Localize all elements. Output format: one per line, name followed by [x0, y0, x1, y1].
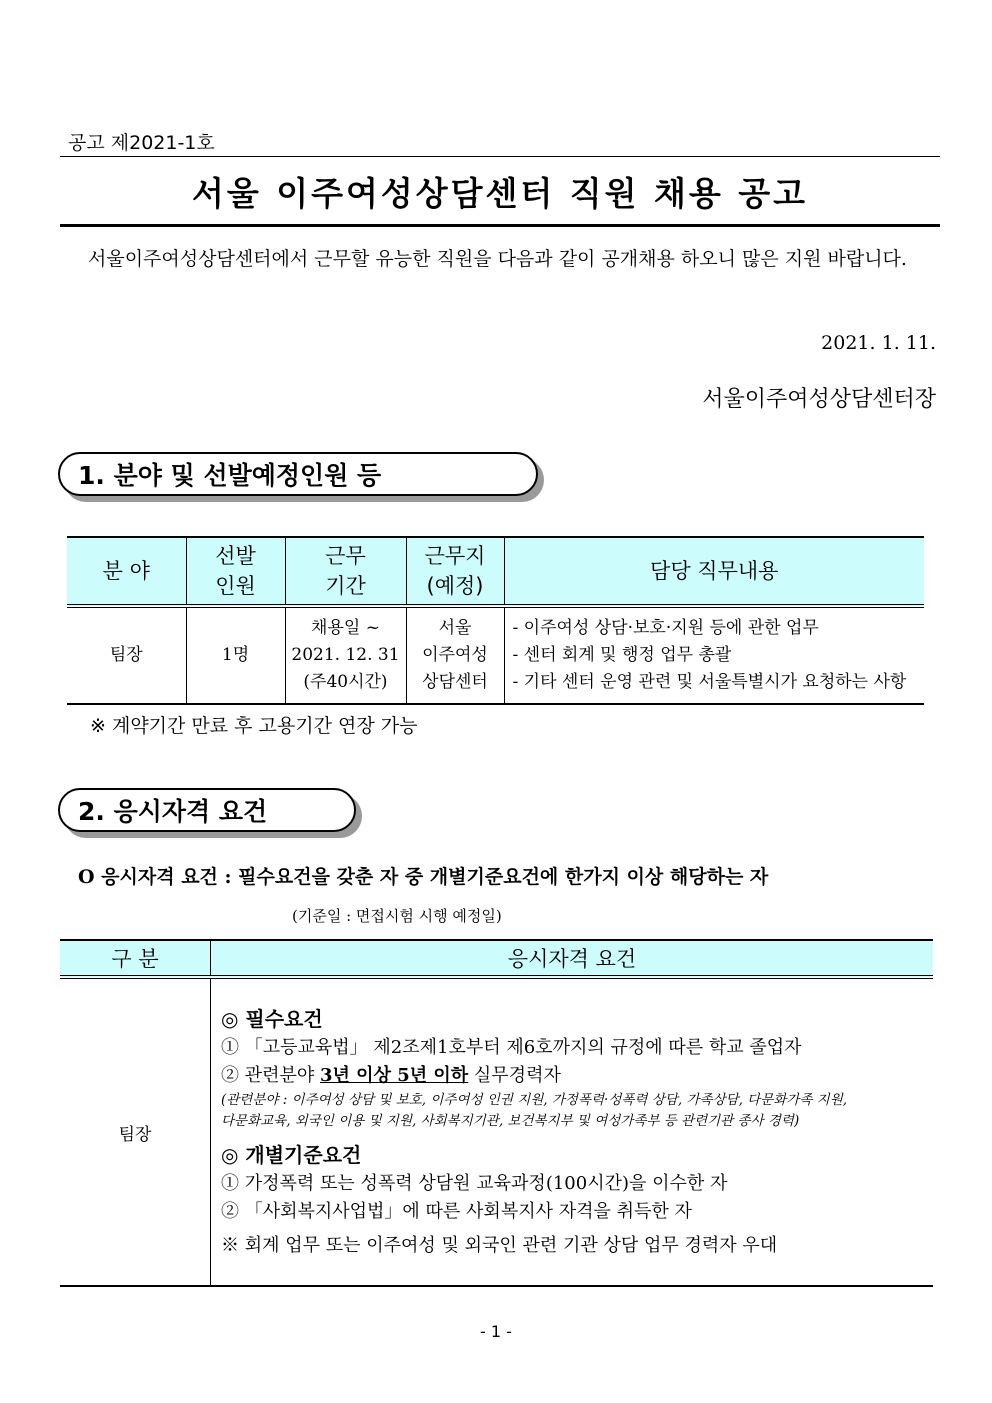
header-field: 분 야	[67, 537, 186, 606]
notice-number: 공고 제2021-1호	[68, 132, 215, 154]
related-fields-note: (관련분야 : 이주여성 상담 및 보호, 이주여성 인권 지원, 가정폭력·성폭력 상담, 가족상담, 다문화가족 지원, 다문화교육, 외국인 이용 및 지원, 사회복지기관, 보건복지부 및 여성가족부 등 관련기관 종사 경력)	[221, 1092, 848, 1129]
cell-count: 1명	[186, 606, 285, 704]
header-requirements: 응시자격 요건	[211, 940, 934, 977]
organization-head: 서울이주여성상담센터장	[702, 387, 936, 412]
table-row	[67, 606, 924, 704]
qualification-table	[60, 939, 933, 1287]
cell-duty: - 이주여성 상담·보호·지원 등에 관한 업무 - 센터 회계 및 행정 업무 총괄 - 기타 센터 운영 관련 및 서울특별시가 요청하는 사항	[504, 606, 924, 704]
top-rule	[60, 156, 940, 157]
page-title: 서울 이주여성상담센터 직원 채용 공고	[191, 174, 808, 213]
individual-item-1: ① 가정폭력 또는 성폭력 상담원 교육과정(100시간)을 이수한 자	[221, 1173, 728, 1194]
title-rule	[60, 224, 940, 227]
header-duty: 담당 직무내용	[504, 537, 924, 606]
required-item-1: ① 「고등교육법」 제2조제1호부터 제6호까지의 규정에 따른 학교 졸업자	[221, 1037, 802, 1058]
required-item-2: ② 관련분야 3년 이상 5년 이하 실무경력자	[221, 1065, 561, 1086]
intro-paragraph	[60, 240, 940, 278]
intro-text: 서울이주여성상담센터에서 근무할 유능한 직원을 다음과 같이 공개채용 하오니 많은 지원 바랍니다.	[88, 248, 907, 270]
positions-table	[67, 536, 924, 705]
qualification-summary: O 응시자격 요건 : 필수요건을 갖춘 자 중 개별기준요건에 한가지 이상 해당하는 자	[78, 866, 769, 888]
individual-heading: ◎ 개별기준요건	[221, 1143, 362, 1167]
cell-category: 팀장	[60, 977, 211, 1286]
section-heading-1: 1. 분야 및 선발예정인원 등	[58, 452, 538, 496]
qualification-header-row	[60, 940, 933, 977]
individual-item-2: ② 「사회복지사업법」에 따른 사회복지사 자격을 취득한 자	[221, 1201, 692, 1222]
cell-place: 서울 이주여성 상담센터	[406, 606, 504, 704]
header-count: 선발 인원	[186, 537, 285, 606]
preference-note: ※ 회계 업무 또는 이주여성 및 외국인 관련 기관 상담 업무 경력자 우대	[221, 1235, 778, 1256]
table-row	[60, 977, 933, 1286]
notice-date: 2021. 1. 11.	[821, 332, 936, 354]
basis-date-note: (기준일 : 면접시험 시행 예정일)	[292, 907, 502, 925]
contract-note: ※ 계약기간 만료 후 고용기간 연장 가능	[90, 715, 418, 737]
header-place: 근무지 (예정)	[406, 537, 504, 606]
page-number: - 1 -	[480, 1322, 512, 1341]
section-heading-2: 2. 응시자격 요건	[58, 788, 356, 832]
header-category: 구 분	[60, 940, 211, 977]
cell-period: 채용일 ~ 2021. 12. 31 (주40시간)	[285, 606, 406, 704]
cell-requirements	[211, 977, 934, 1286]
cell-field: 팀장	[67, 606, 186, 704]
positions-header-row	[67, 537, 924, 606]
header-period: 근무 기간	[285, 537, 406, 606]
required-heading: ◎ 필수요건	[221, 1007, 323, 1031]
